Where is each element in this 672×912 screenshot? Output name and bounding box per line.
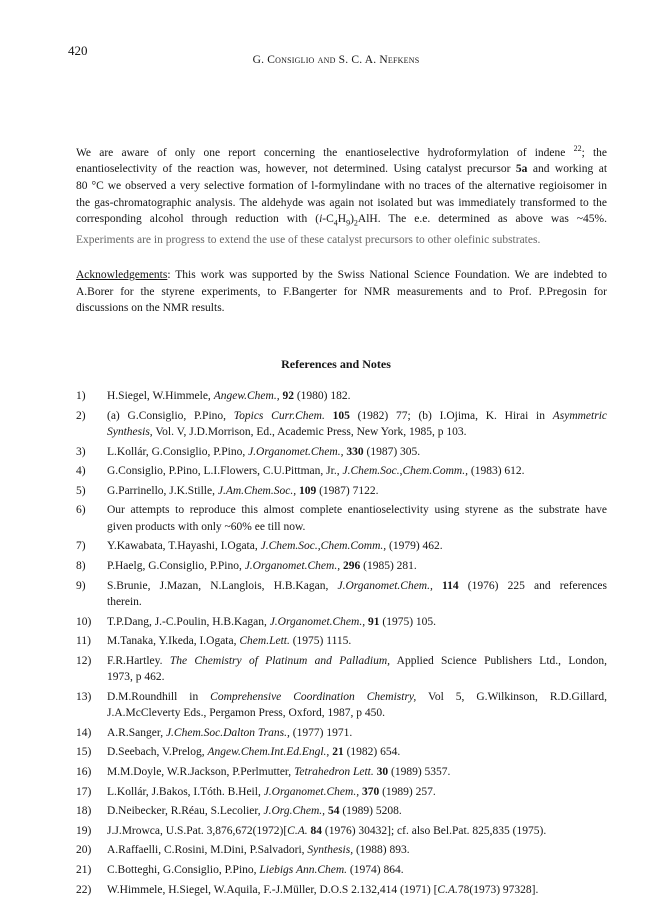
reference-number: 11) <box>76 635 91 648</box>
reference-text: A.R.Sanger, J.Chem.Soc.Dalton Trans., (1977) 1971. <box>107 726 353 739</box>
reference-text: therein. <box>107 595 142 608</box>
reference-item <box>76 823 607 839</box>
reference-item <box>76 408 607 441</box>
reference-number: 14) <box>76 726 92 739</box>
paragraph-line: enantioselectivity of the reaction was, however, not determined. Using catalyst precursor 5a and working at <box>76 163 608 176</box>
reference-text: M.Tanaka, Y.Ikeda, I.Ogata, Chem.Lett. (1975) 1115. <box>107 635 352 648</box>
reference-item <box>76 444 607 460</box>
reference-number: 5) <box>76 484 86 497</box>
body-paragraph-hydroformylation <box>76 141 607 249</box>
reference-text: W.Himmele, H.Siegel, W.Aquila, F.-J.Müller, D.O.S 2.132,414 (1971) [C.A.78(1973) 97328]. <box>107 883 539 896</box>
paragraph-line: We are aware of only one report concerning the enantioselective hydroformylation of indene $^{22}$; the <box>76 144 607 159</box>
reference-item <box>76 653 607 686</box>
reference-text: D.M.Roundhill in Comprehensive Coordination Chemistry, Vol 5, G.Wilkinson, R.D.Gillard, <box>107 690 608 703</box>
reference-text: J.A.McCleverty Eds., Pergamon Press, Oxford, 1987, p 450. <box>107 707 385 720</box>
reference-number: 20) <box>76 844 92 857</box>
reference-text: L.Kollár, G.Consiglio, P.Pino, J.Organomet.Chem., 330 (1987) 305. <box>107 445 421 458</box>
reference-text: S.Brunie, J.Mazan, N.Langlois, H.B.Kagan, J.Organomet.Chem., 114 (1976) 225 and references <box>107 579 608 592</box>
acknowledgements-line: A.Borer for the styrene experiments, to F.Bangerter for NMR measurements and to Prof. P.Pregosin for <box>76 285 607 298</box>
acknowledgements-paragraph <box>76 267 607 317</box>
reference-number: 4) <box>76 465 86 478</box>
reference-item <box>76 842 607 858</box>
reference-text: A.Raffaelli, C.Rosini, M.Dini, P.Salvadori, Synthesis, (1988) 893. <box>107 844 410 857</box>
reference-item <box>76 725 607 741</box>
reference-item <box>76 388 607 404</box>
page-number: 420 <box>68 43 88 58</box>
reference-text: C.Botteghi, G.Consiglio, P.Pino, Liebigs Ann.Chem. (1974) 864. <box>107 863 404 876</box>
reference-item <box>76 862 607 878</box>
reference-text: 1973, p 462. <box>107 671 165 684</box>
reference-text: P.Haelg, G.Consiglio, P.Pino, J.Organomet.Chem., 296 (1985) 281. <box>107 559 417 572</box>
reference-text: L.Kollár, J.Bakos, I.Tóth. B.Heil, J.Organomet.Chem., 370 (1989) 257. <box>107 785 436 798</box>
reference-item <box>76 803 607 819</box>
reference-item <box>76 614 607 630</box>
reference-text: given products with only ~60% ee till now. <box>107 520 306 533</box>
paragraph-line: the gas-chromatographic analysis. The aldehyde was again not isolated but was immediately transformed to the <box>76 196 607 209</box>
reference-item <box>76 882 607 898</box>
acknowledgements-line: discussions on the NMR results. <box>76 302 225 315</box>
reference-text: D.Neibecker, R.Réau, S.Lecolier, J.Org.Chem., 54 (1989) 5208. <box>107 805 402 818</box>
acknowledgements-line: Acknowledgements: This work was supported by the Swiss National Science Foundation. We are indebted to <box>76 269 607 281</box>
reference-number: 21) <box>76 863 92 876</box>
reference-text: Our attempts to reproduce this almost complete enantioselectivity using styrene as the substrate have <box>107 504 607 517</box>
reference-item <box>76 578 607 611</box>
reference-number: 2) <box>76 409 86 422</box>
reference-number: 18) <box>76 805 92 818</box>
reference-number: 7) <box>76 540 86 553</box>
reference-number: 17) <box>76 785 92 798</box>
reference-item <box>76 633 607 649</box>
reference-number: 19) <box>76 824 92 837</box>
reference-text: G.Parrinello, J.K.Stille, J.Am.Chem.Soc., 109 (1987) 7122. <box>107 484 379 497</box>
reference-item <box>76 538 607 554</box>
reference-number: 1) <box>76 390 86 402</box>
reference-item <box>76 483 607 499</box>
reference-number: 10) <box>76 615 92 628</box>
reference-text: D.Seebach, V.Prelog, Angew.Chem.Int.Ed.Engl., 21 (1982) 654. <box>107 746 401 759</box>
reference-text: J.J.Mrowca, U.S.Pat. 3,876,672(1972)[C.A. 84 (1976) 30432]; cf. also Bel.Pat. 825,835 (1975). <box>107 824 547 837</box>
reference-number: 3) <box>76 445 86 458</box>
reference-number: 16) <box>76 765 92 778</box>
paragraph-line: Experiments are in progress to extend the use of these catalyst precursors to other olefinic substrates. <box>76 234 541 247</box>
reference-text: (a) G.Consiglio, P.Pino, Topics Curr.Chem. 105 (1982) 77; (b) I.Ojima, K. Hirai in Asymmetric <box>107 409 608 422</box>
reference-text: G.Consiglio, P.Pino, L.I.Flowers, C.U.Pittman, Jr., J.Chem.Soc.,Chem.Comm., (1983) 612. <box>107 465 525 478</box>
references-list <box>76 388 607 901</box>
reference-number: 8) <box>76 559 86 572</box>
running-head: G. Consiglio and S. C. A. Nefkens <box>252 54 420 66</box>
reference-item <box>76 463 607 479</box>
references-heading: References and Notes <box>281 357 391 371</box>
reference-number: 13) <box>76 690 92 703</box>
reference-item <box>76 502 607 535</box>
reference-number: 12) <box>76 654 92 667</box>
reference-text: H.Siegel, W.Himmele, Angew.Chem., 92 (1980) 182. <box>107 390 351 402</box>
reference-text: Y.Kawabata, T.Hayashi, I.Ogata, J.Chem.Soc.,Chem.Comm., (1979) 462. <box>107 540 443 553</box>
reference-item <box>76 744 607 760</box>
reference-item <box>76 558 607 574</box>
paragraph-line: 80 °C we observed a very selective formation of l-formylindane with no traces of the alternative regioisomer in <box>76 180 607 193</box>
reference-item <box>76 764 607 780</box>
reference-text: Synthesis, Vol. V, J.D.Morrison, Ed., Academic Press, New York, 1985, p 103. <box>107 426 467 438</box>
reference-number: 9) <box>76 579 86 592</box>
reference-text: M.M.Doyle, W.R.Jackson, P.Perlmutter, Tetrahedron Lett. 30 (1989) 5357. <box>107 765 451 778</box>
reference-text: T.P.Dang, J.-C.Poulin, H.B.Kagan, J.Organomet.Chem., 91 (1975) 105. <box>107 615 437 628</box>
reference-item <box>76 784 607 800</box>
acknowledgements-label: Acknowledgements <box>76 269 168 281</box>
reference-number: 22) <box>76 883 92 896</box>
reference-item <box>76 689 607 722</box>
reference-number: 15) <box>76 746 92 759</box>
paragraph-line: corresponding alcohol through reduction with $(i-C_4H_9)_2AlH$. The e.e. determined as above was ~45%. <box>76 213 607 228</box>
reference-text: F.R.Hartley. The Chemistry of Platinum and Palladium, Applied Science Publishers Ltd., London, <box>107 654 607 667</box>
reference-number: 6) <box>76 504 86 517</box>
